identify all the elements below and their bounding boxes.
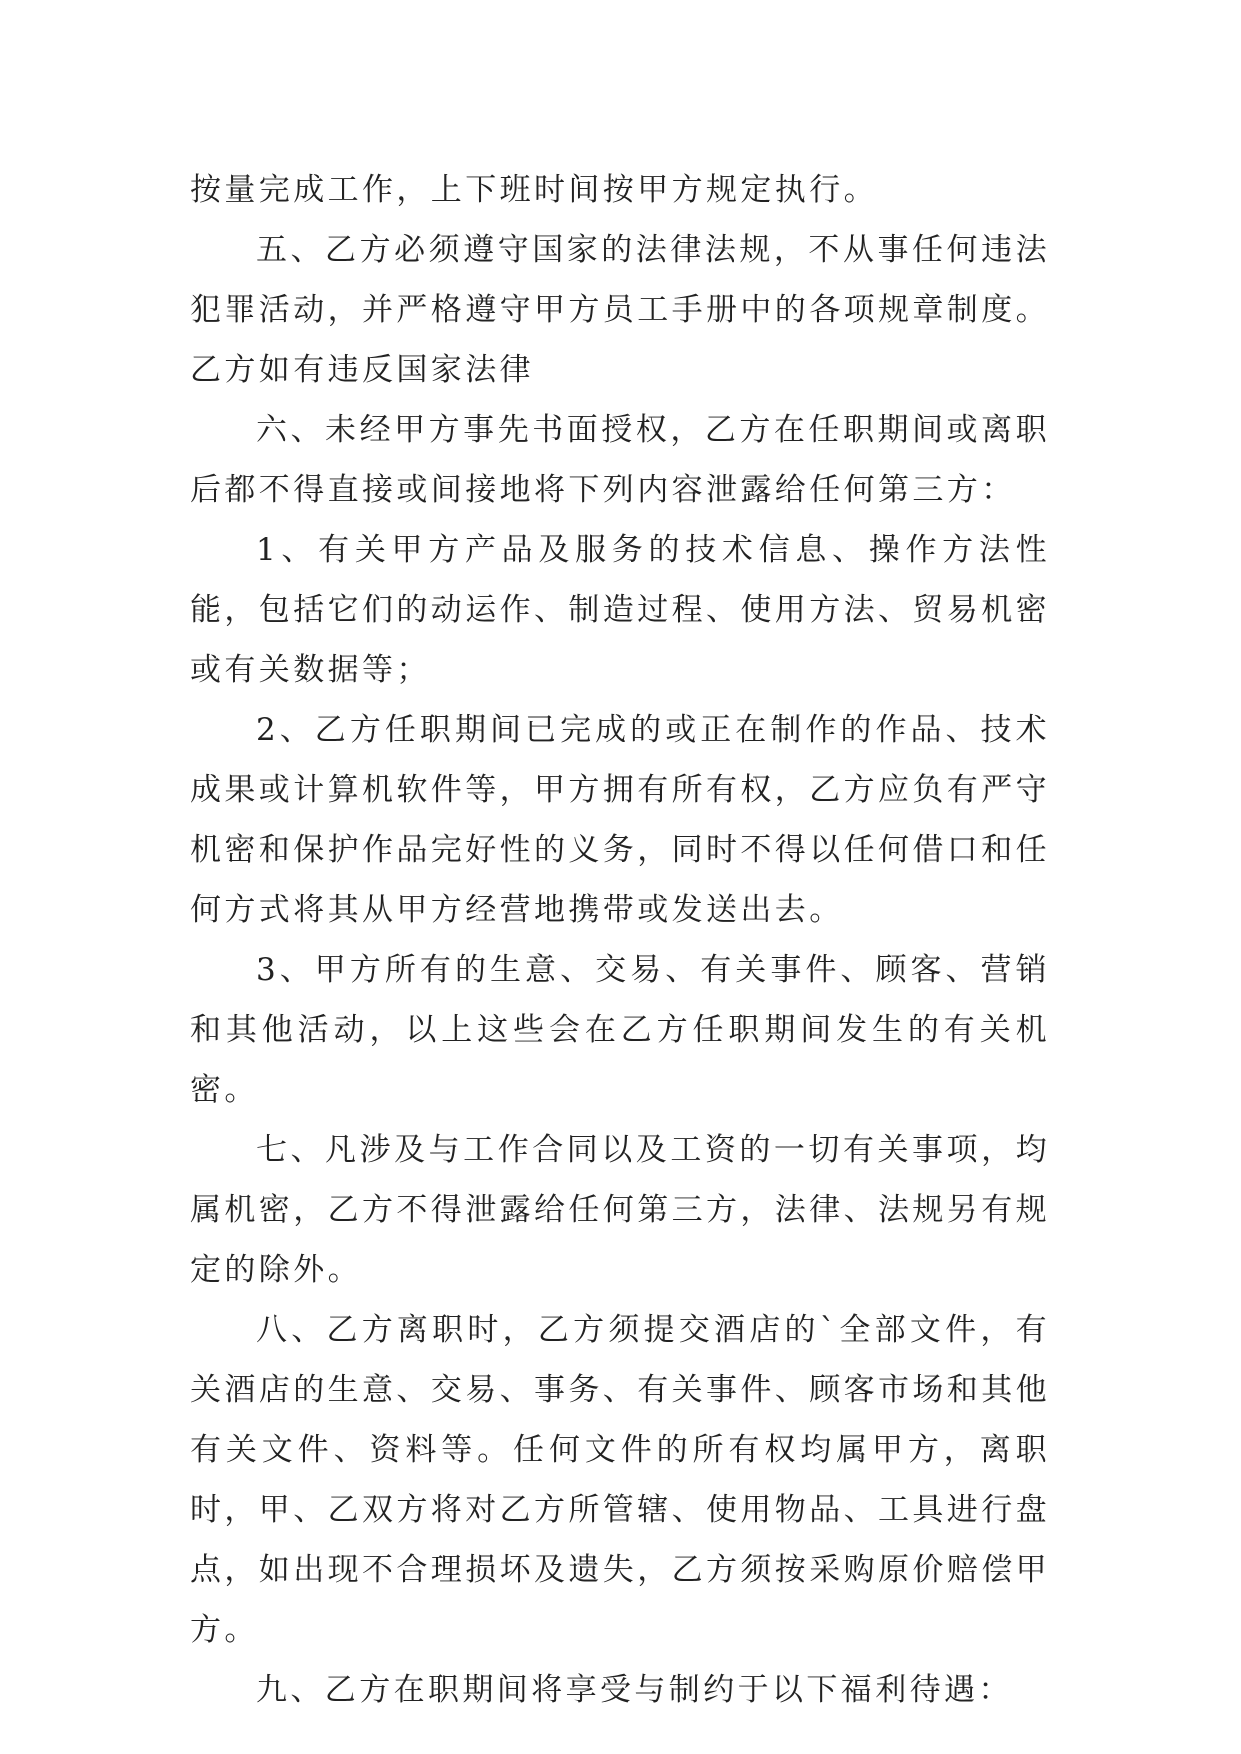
document-body: [190, 160, 1050, 1720]
clause-6-item-2: 2、乙方任职期间已完成的或正在制作的作品、技术成果或计算机软件等，甲方拥有所有权，乙方应负有严守机密和保护作品完好性的义务，同时不得以任何借口和任何方式将其从甲方经营地携带或发送出去。: [190, 712, 1050, 928]
clause-9: 九、乙方在职期间将享受与制约于以下福利待遇：: [256, 1672, 1013, 1708]
clause-6: 六、未经甲方事先书面授权，乙方在任职期间或离职后都不得直接或间接地将下列内容泄露给任何第三方：: [190, 412, 1050, 508]
clause-6-item-3: 3、甲方所有的生意、交易、有关事件、顾客、营销和其他活动，以上这些会在乙方任职期间发生的有关机密。: [190, 952, 1050, 1108]
clause-6-item-1: 1、有关甲方产品及服务的技术信息、操作方法性能，包括它们的动运作、制造过程、使用方法、贸易机密或有关数据等；: [190, 532, 1050, 688]
clause-7: 七、凡涉及与工作合同以及工资的一切有关事项，均属机密，乙方不得泄露给任何第三方，法律、法规另有规定的除外。: [190, 1132, 1050, 1288]
clause-8: 八、乙方离职时，乙方须提交酒店的`全部文件，有关酒店的生意、交易、事务、有关事件、顾客市场和其他有关文件、资料等。任何文件的所有权均属甲方，离职时，甲、乙双方将对乙方所管辖、使用物品、工具进行盘点，如出现不合理损坏及遗失，乙方须按采购原价赔偿甲方。: [190, 1312, 1050, 1648]
paragraph-continuation: 按量完成工作，上下班时间按甲方规定执行。: [190, 172, 878, 208]
clause-5: 五、乙方必须遵守国家的法律法规，不从事任何违法犯罪活动，并严格遵守甲方员工手册中的各项规章制度。乙方如有违反国家法律: [190, 232, 1050, 388]
